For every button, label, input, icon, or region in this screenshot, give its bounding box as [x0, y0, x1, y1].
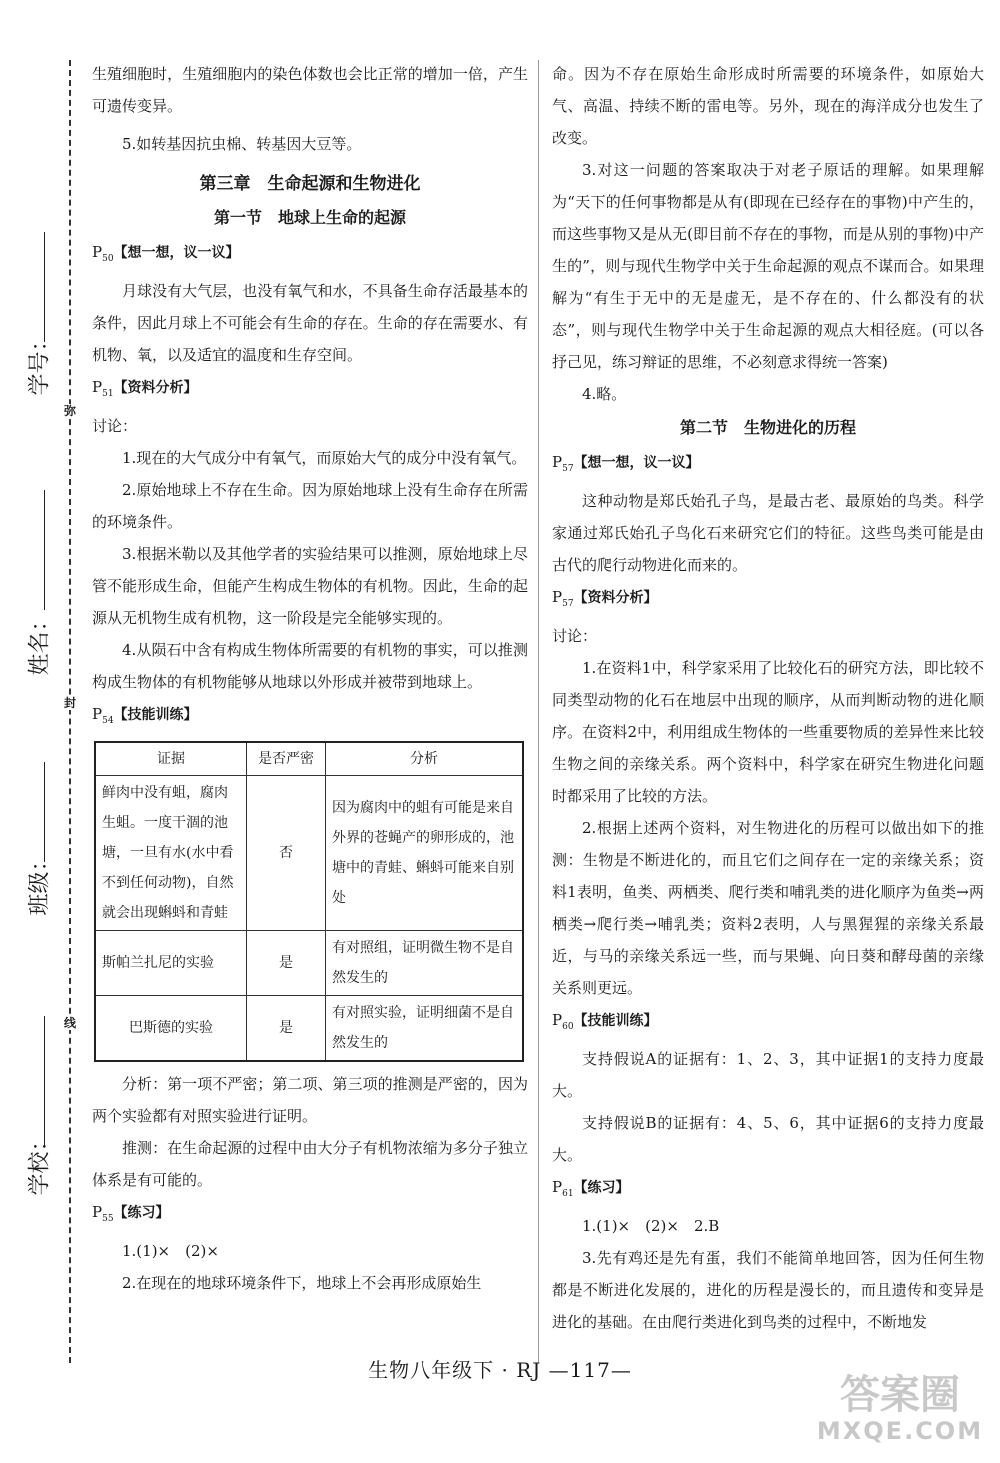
answer-item: 1.在资料1中，科学家采用了比较化石的研究方法，即比较不同类型动物的化石在地层中出现的顺序，从而判断动物的进化顺序。在资料2中，利用组成生物体的一些重要物质的差异性来比较生物之间的亲缘关系。两个资料中，科学家在研究生物进化问题时都采用了比较的方法。	[552, 659, 984, 805]
paragraph: 推测：在生命起源的过程中由大分子有机物浓缩为多分子独立体系是有可能的。	[92, 1139, 528, 1189]
margin-mark-feng: 封	[64, 696, 77, 710]
strict-cell: 是	[247, 996, 326, 1062]
table-header-row	[95, 742, 523, 776]
answer-item: 4.略。	[582, 385, 627, 403]
discussion-label: 讨论：	[92, 417, 138, 435]
column-header: 证据	[95, 742, 247, 776]
strict-cell: 是	[247, 931, 326, 996]
name-label: 姓名：	[27, 609, 53, 676]
exercise-heading: $P_{55}$【练习】	[92, 1203, 170, 1224]
class-label: 班级：	[27, 849, 53, 916]
section-title: 第一节 地球上生命的起源	[213, 208, 406, 227]
paragraph: 分析：第一项不严密；第二项、第三项的推测是严密的，因为两个实验都有对照实验进行证明。	[92, 1075, 528, 1125]
answer-item: 1.(1)× (2)× 2.B	[582, 1217, 720, 1235]
right-column	[552, 58, 984, 1338]
exercise-heading: $P_{60}$【技能训练】	[552, 1011, 658, 1032]
margin-mark-mi: 弥	[64, 404, 77, 418]
answer-item: 支持假说B的证据有：4、5、6，其中证据6的支持力度最大。	[552, 1114, 984, 1164]
column-header: 分析	[326, 742, 524, 776]
evidence-cell: 巴斯德的实验	[95, 996, 247, 1062]
answer-item: 3.对这一问题的答案取决于对老子原话的理解。如果理解为“天下的任何事物都是从有(即现在已经存在的事物)中产生的，而这些事物又是从无(即目前不存在的事物，而是从别的事物)中产生的”，则与现代生物学中关于生命起源的观点不谋而合。如果理解为“有生于无中的无是虚无，是不存在的、什么都没有的状态”，则与现代生物学中关于生命起源的观点大相径庭。(可以各抒己见，练习辩证的思维，不必刻意求得统一答案)	[552, 161, 984, 371]
paragraph: 生殖细胞时，生殖细胞内的染色体数也会比正常的增加一倍，产生可遗传变异。	[92, 65, 528, 115]
answer-item: 1.现在的大气成分中有氧气，而原始大气的成分中没有氧气。	[122, 449, 527, 467]
column-header: 是否严密	[247, 742, 326, 776]
school-blank	[44, 1016, 45, 1146]
binding-dashed-line	[69, 60, 71, 1363]
exercise-heading: $P_{51}$【资料分析】	[92, 378, 198, 399]
answer-item: 2.在现在的地球环境条件下，地球上不会再形成原始生	[122, 1274, 482, 1292]
exercise-heading: $P_{50}$【想一想，议一议】	[92, 243, 240, 264]
answer-item: 2.原始地球上不存在生命。因为原始地球上没有生命存在所需的环境条件。	[92, 481, 528, 531]
answer-item: 3.先有鸡还是先有蛋，我们不能简单地回答，因为任何生物都是不断进化发展的，进化的历程是漫长的，而且遗传和变异是进化的基础。在由爬行类进化到鸟类的过程中，不断地发	[552, 1249, 984, 1331]
class-blank	[44, 762, 45, 862]
margin-mark-xian: 线	[64, 1016, 77, 1030]
evidence-cell: 鲜肉中没有蛆，腐肉生蛆。一度干涸的池塘，一旦有水(水中看不到任何动物)，自然就会出现蝌蚪和青蛙	[95, 776, 247, 931]
analysis-cell: 有对照实验，证明细菌不是自然发生的	[326, 996, 524, 1062]
paragraph: 命。因为不存在原始生命形成时所需要的环境条件，如原始大气、高温、持续不断的雷电等。另外，现在的海洋成分也发生了改变。	[552, 65, 984, 147]
watermark-text: 答案圈	[840, 1372, 960, 1418]
watermark-logo	[810, 1373, 990, 1445]
exercise-heading: $P_{54}$【技能训练】	[92, 705, 198, 726]
section-title: 第二节 生物进化的历程	[679, 418, 856, 437]
page-footer: 生物八年级下 · RJ —117—	[368, 1358, 632, 1382]
answer-item: 1.(1)× (2)×	[122, 1242, 219, 1260]
exercise-heading: $P_{57}$【想一想，议一议】	[552, 453, 700, 474]
exercise-heading: $P_{61}$【练习】	[552, 1178, 630, 1199]
answer-item: 支持假说A的证据有：1、2、3，其中证据1的支持力度最大。	[552, 1050, 984, 1100]
watermark-url: MXQE.COM	[816, 1417, 984, 1445]
paragraph: 这种动物是郑氏始孔子鸟，是最古老、最原始的鸟类。科学家通过郑氏始孔子鸟化石来研究它们的特征。这些鸟类可能是由古代的爬行动物进化而来的。	[552, 492, 984, 574]
evidence-table	[94, 741, 524, 1062]
left-column	[92, 58, 528, 1299]
student-number-label: 学号：	[27, 329, 53, 396]
exercise-heading: $P_{57}$【资料分析】	[552, 588, 658, 609]
answer-item: 4.从陨石中含有构成生物体所需要的有机物的事实，可以推测构成生物体的有机物能够从地球以外形成并被带到地球上。	[92, 641, 528, 691]
table-row	[95, 996, 523, 1062]
table-row	[95, 776, 523, 931]
table-row	[95, 931, 523, 996]
analysis-cell: 有对照组，证明微生物不是自然发生的	[326, 931, 524, 996]
paragraph: 5.如转基因抗虫棉、转基因大豆等。	[122, 135, 362, 153]
paragraph: 月球没有大气层，也没有氧气和水，不具备生命存活最基本的条件，因此月球上不可能会有生命的存在。生命的存在需要水、有机物、氧，以及适宜的温度和生存空间。	[92, 282, 528, 364]
student-number-blank	[44, 232, 45, 342]
answer-item: 2.根据上述两个资料，对生物进化的历程可以做出如下的推测：生物是不断进化的，而且它们之间存在一定的亲缘关系；资料1表明，鱼类、两栖类、爬行类和哺乳类的进化顺序为鱼类→两栖类→爬行类→哺乳类；资料2表明，人与黑猩猩的亲缘关系最近，与马的亲缘关系远一些，而与果蝇、向日葵和酵母菌的亲缘关系则更远。	[552, 819, 984, 997]
answer-item: 3.根据米勒以及其他学者的实验结果可以推测，原始地球上尽管不能形成生命，但能产生构成生物体的有机物。因此，生命的起源从无机物生成有机物，这一阶段是完全能够实现的。	[92, 545, 528, 627]
column-divider	[538, 60, 539, 1363]
discussion-label: 讨论：	[552, 627, 598, 645]
name-blank	[44, 490, 45, 610]
chapter-title: 第三章 生命起源和生物进化	[199, 174, 421, 194]
evidence-cell: 斯帕兰扎尼的实验	[95, 931, 247, 996]
analysis-cell: 因为腐肉中的蛆有可能是来自外界的苍蝇产的卵形成的，池塘中的青蛙、蝌蚪可能来自别处	[326, 776, 524, 931]
strict-cell: 否	[247, 776, 326, 931]
school-label: 学校：	[27, 1129, 53, 1196]
